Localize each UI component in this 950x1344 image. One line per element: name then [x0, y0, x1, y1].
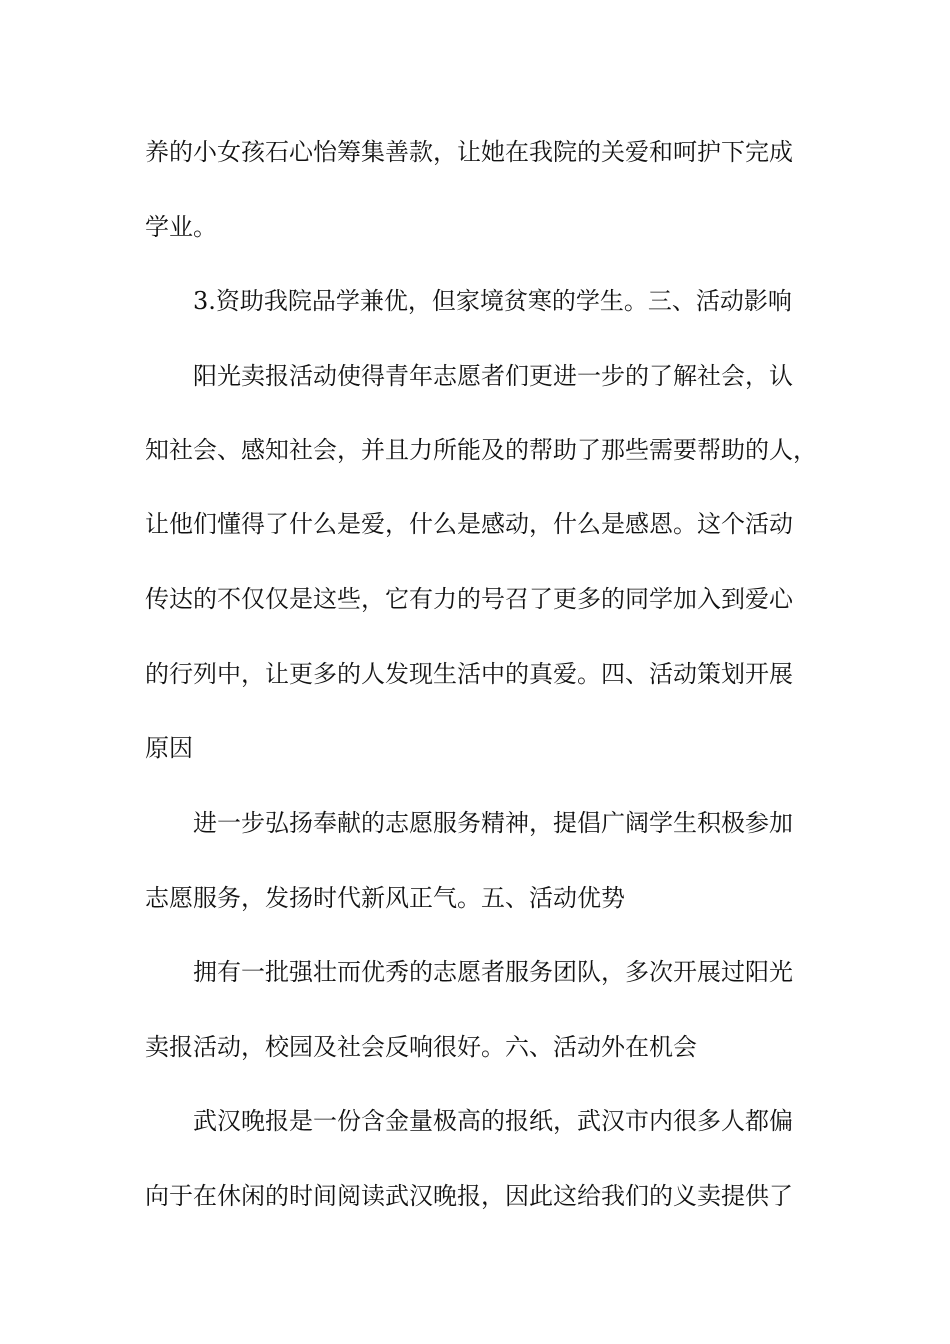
text-line: 卖报活动，校园及社会反响很好。六、活动外在机会 [145, 1033, 697, 1061]
text-line: 志愿服务，发扬时代新风正气。五、活动优势 [145, 884, 625, 912]
text-line: 阳光卖报活动使得青年志愿者们更进一步的了解社会，认 [193, 362, 793, 390]
text-line: 3.资助我院品学兼优，但家境贫寒的学生。三、活动影响 [193, 287, 792, 315]
text-line: 向于在休闲的时间阅读武汉晚报，因此这给我们的义卖提供了 [145, 1182, 793, 1210]
text-line: 武汉晚报是一份含金量极高的报纸，武汉市内很多人都偏 [193, 1107, 793, 1135]
text-line: 知社会、感知社会，并且力所能及的帮助了那些需要帮助的人， [145, 436, 817, 464]
text-line: 原因 [145, 734, 193, 762]
text-line: 让他们懂得了什么是爱，什么是感动，什么是感恩。这个活动 [145, 510, 793, 538]
text-line: 学业。 [145, 213, 217, 241]
text-line: 传达的不仅仅是这些，它有力的号召了更多的同学加入到爱心 [145, 585, 793, 613]
text-line: 的行列中，让更多的人发现生活中的真爱。四、活动策划开展 [145, 660, 793, 688]
text-line: 拥有一批强壮而优秀的志愿者服务团队，多次开展过阳光 [193, 958, 793, 986]
text-line: 养的小女孩石心怡筹集善款，让她在我院的关爱和呵护下完成 [145, 138, 793, 166]
text-line: 进一步弘扬奉献的志愿服务精神，提倡广阔学生积极参加 [193, 809, 793, 837]
